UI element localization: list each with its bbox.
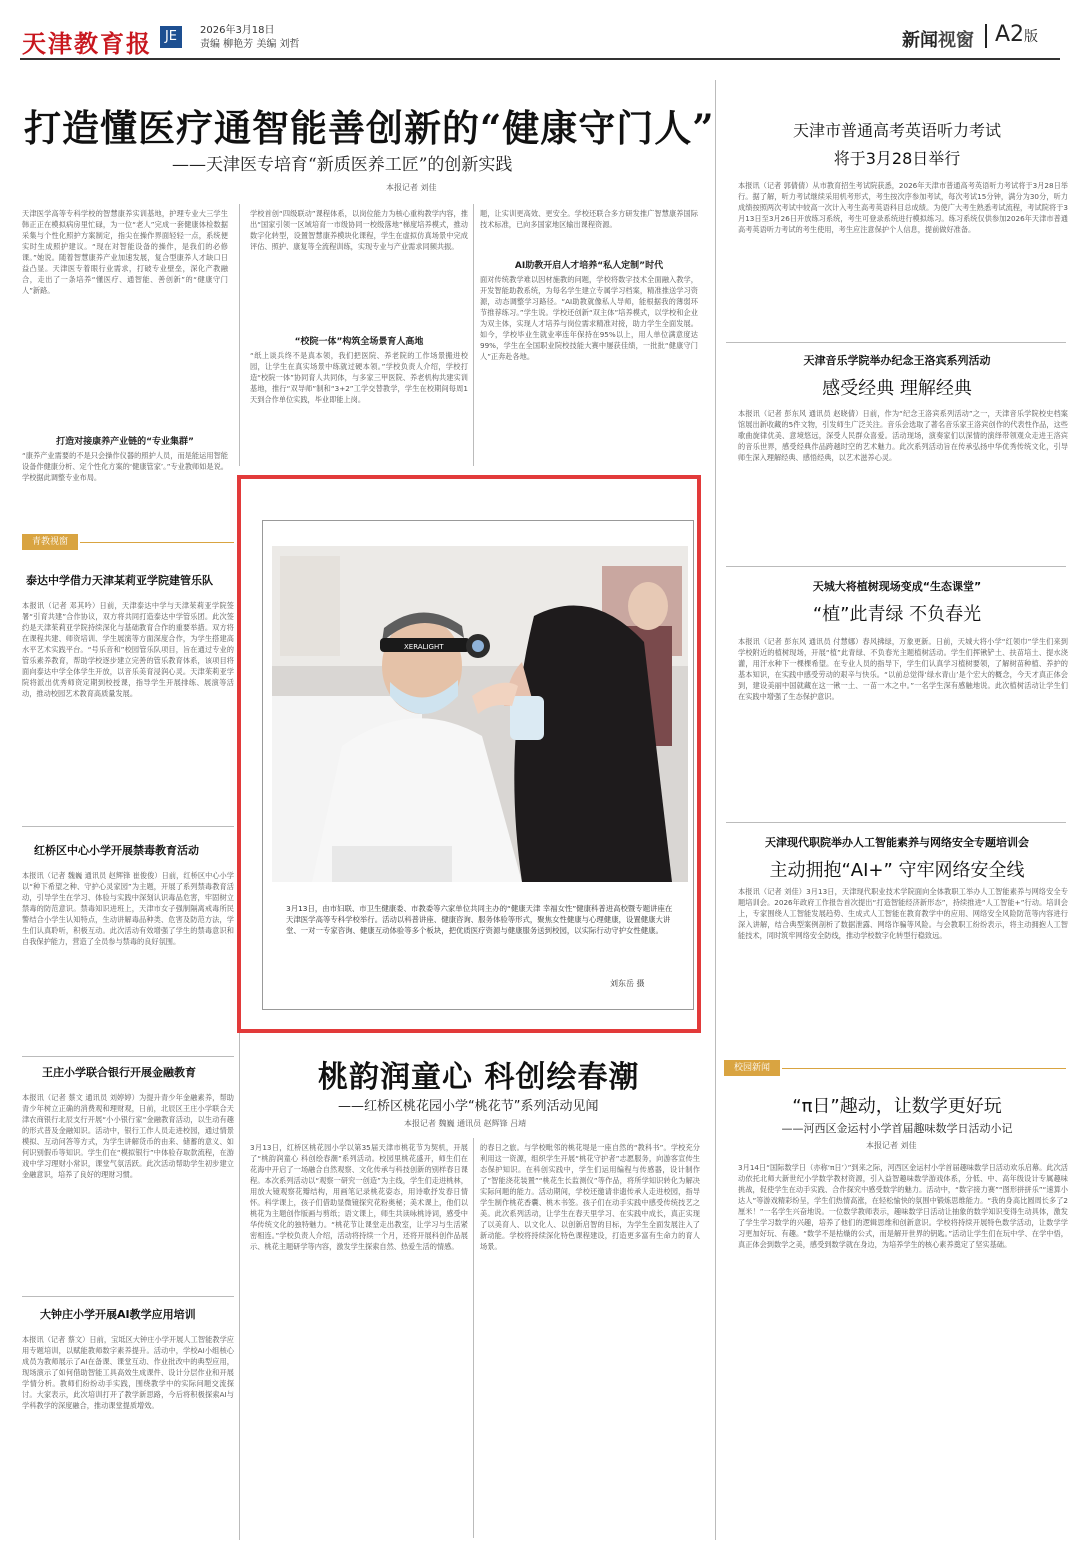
right-story-2-headline: 感受经典 理解经典 — [822, 378, 972, 399]
left-story-4-body: 本报讯（记者 蔡文）日前，宝坻区大钟庄小学开展人工智能教学应用专题培训，以赋能教师数字素养提升。活动中，学校AI小组核心成员为教师展示了AI在备课、课堂互动、作业批改中的典型应用，现场演示了如何借助智能工具高效生成课件、设计分层作业和开展学情分析。教师们纷纷动手实践，围绕教学中的实际问题交流探讨。大家表示，此次培训打开了教学新思路，今后将积极探索AI与学科教学的深度融合，推动课堂提质增效。 — [22, 1335, 234, 1410]
right-story-3-kicker: 天城大将植树现场变成“生态课堂” — [812, 580, 982, 593]
issue-date: 2026年3月18日 — [200, 25, 275, 36]
second-body-col-2: 的春日之旅。与学校毗邻的桃花堤是一座自然的“教科书”。学校充分利用这一资源，组织学生开展“桃花守护者”志愿服务，向游客宣传生态保护知识。在科创实践中，学生们运用编程与传感器，设计制作了“智能浇花装置”“桃花生长监测仪”等作品，将所学知识转化为解决实际问题的能力。活动期间，学校还邀请非遗传承人走进校园，指导学生制作桃花香囊、桃木书签。孩子们在动手实践中感受传统技艺之美。此次系列活动，让学生在春天里学习、在实践中成长，真正实现了以美育人、以文化人、以创新启智的目标，为学生全面发展注入了新动能。学校将持续深化特色课程建设，打造更多富有生命力的育人场景。 — [480, 1143, 700, 1251]
edition-number — [995, 22, 1038, 47]
section-name-text: 新闻 — [902, 30, 938, 51]
issue-editors: 责编 柳艳芳 美编 刘哲 — [200, 39, 300, 50]
right-story-2-kicker: 天津音乐学院举办纪念王洛宾系列活动 — [803, 354, 991, 367]
left-story-2-body: 本报讯（记者 魏巍 通讯员 赵辉锋 崔俊俊）日前，红桥区中心小学以“种下希望之种、守护心灵家园”为主题，开展了系列禁毒教育活动，引导学生在学习、体验与实践中深刻认识毒品危害，牢固树立禁毒的防范意识。禁毒知识进班上，天津市女子强制隔离戒毒所民警结合小学生认知特点，生动讲解毒品种类、危害及防范方法，学生们认真聆听，积极互动。此次活动有效增强了学生的禁毒意识和自我保护能力，营造了全员参与禁毒的良好氛围。 — [22, 871, 234, 946]
left-story-4-title: 大钟庄小学开展AI教学应用培训 — [40, 1308, 196, 1321]
feature-photo — [272, 546, 688, 882]
lead-subhead-3: AI助教开启人才培养“私人定制”时代 — [514, 261, 664, 271]
story-divider — [726, 566, 1066, 567]
right-column-label: 校园新闻 — [724, 1060, 780, 1076]
photo-caption: 3月13日，由市妇联、市卫生健康委、市教委等六家单位共同主办的“健康天津 幸福女性”健康科普进高校暨专题讲座在天津医学高等专科学校举行。活动以科普讲座、健康咨询、服务体验等形式，聚焦女性健康与心理健康，设置健康大讲堂、一对一专家咨询、健康互动体验等多个板块，把优质医疗资源与健康服务送到校园，以实际行动守护女性健康。 — [286, 904, 673, 935]
story-divider — [22, 1056, 234, 1057]
right-story-1-headline: 将于3月28日举行 — [833, 149, 961, 168]
lead-body-col-2: 学校首创“四级联动”课程体系，以岗位能力为核心重构教学内容，推出“国家引领一区域培育一市级协同一校级落地”梯度培养模式，推动数字化转型，设置智慧康养模块化课程，学生在虚拟仿真场景中完成评估、照护、康复等全流程训练，实现专业与产业需求同频共振。 — [250, 209, 468, 251]
right-story-1-body: 本报讯（记者 郭倩倩）从市教育招生考试院获悉，2026年天津市普通高考英语听力考试将于3月28日举行。据了解，听力考试继续采用机考形式，考生按次序参加考试，每次考试15分钟，满分为30分，听力成绩按照两次考试中较高一次计入考生高考英语科目总成绩。为使广大考生熟悉考试流程，考试院将于3月13日至3月26日开放练习系统，考生可登录系统进行模拟练习。练习系统仅供参加2026年天津市普通高考英语听力考试的考生使用，考生应注意保护个人信息，提前做好准备。 — [738, 181, 1068, 234]
right-story-5-byline: 本报记者 刘佳 — [866, 1141, 917, 1150]
story-divider — [22, 826, 234, 827]
lead-body-col-3: 题，让实训更高效、更安全。学校还联合多方研发推广智慧康养国际技术标准，已向多国家地区输出课程资源。 — [480, 209, 698, 229]
right-story-5-sub: ——河西区金运村小学首届趣味数学日活动小记 — [781, 1122, 1013, 1135]
edition-suffix: 版 — [1024, 29, 1039, 45]
second-body-col-1: 3月13日，红桥区桃花园小学以第35届天津市桃花节为契机，开展了“桃韵润童心 科创绘春潮”系列活动。校园里桃花盛开，师生们在花海中开启了一场融合自然观察、文化传承与科技创新的别样春日课程。本次系列活动以“观察一研究一创造”为主线，学生们走进桃林，用放大镜观察花瓣结构，用画笔记录桃花姿态，用诗歌抒发春日情怀。科学课上，孩子们借助显微镜探究花粉奥秘；美术课上，他们以桃花为主题创作版画与剪纸；语文课上，师生共读咏桃诗词，感受中华传统文化的独特魅力。“桃花节让课堂走出教室，让学习与生活紧密相连。”学校负责人介绍，活动将持续一个月，还将开展科创作品展示、桃花主题研学等内容，激发学生探索自然、热爱生活的情感。 — [250, 1143, 468, 1251]
story-divider — [22, 1296, 234, 1297]
issue-info — [200, 24, 300, 52]
left-column-label-rule — [80, 542, 234, 543]
logo-mark-icon: JE — [160, 26, 182, 48]
right-story-3-headline: “植”此青绿 不负春光 — [812, 604, 982, 625]
story-divider — [726, 342, 1066, 343]
column-divider — [473, 1138, 474, 1538]
story-divider — [726, 822, 1066, 823]
feature-photo-svg — [272, 546, 688, 882]
right-story-3-body: 本报讯（记者 彭东风 通讯员 付慧娜）春风拂绿，万象更新。日前，天城大将小学“红领巾”学生们来到学校附近的植树现场，开展“植”此青绿、不负春光主题植树活动。学生们挥锹铲土、扶苗培土、提水浇灌，用汗水种下一棵棵希望。在专业人员的指导下，学生们认真学习植树要领，了解树苗种植、养护的基本知识，在实践中感受劳动的艰辛与快乐。“以前总觉得‘绿水青山’是个宏大的概念，今天才真正体会到，建设美丽中国就藏在这一锹一土、一苗一木之中。”一名学生深有感触地说。此次植树活动让学生们在实践中增强了生态保护意识。 — [738, 637, 1068, 701]
newspaper-logo: 天津教育报 — [22, 29, 152, 58]
section-name — [902, 26, 974, 52]
lead-body-col-1: 天津医学高等专科学校的智慧康养实训基地，护理专业大三学生韩正正在模拟病房里忙碌，为一位“老人”完成一套健康体检数据采集与个性化照护方案制定，指尖在操作界面轻轻一点，系统便实时生成照护建议。“现在对智能设备的操作，是我们的必修课。”她说。随着智慧康养产业加速发展，复合型康养人才缺口日益凸显。天津医专着眼行业需求，打破专业壁垒，深化产教融合，走出了一条培养“懂医疗、通智能、善创新”的“健康守门人”新路。 — [22, 209, 228, 295]
headlamp-brand-text: XERALIGHT — [404, 643, 444, 651]
right-story-2-body: 本报讯（记者 彭东风 通讯员 赵晓倩）日前，作为“纪念王洛宾系列活动”之一，天津音乐学院校史档案馆展出新收藏的5件文物，引发师生广泛关注。音乐会选取了著名音乐家王洛宾创作的代表性作品，这些歌曲旋律优美、意境悠远，深受人民群众喜爱。活动现场，演奏家们以深情的演绎带领观众走进王洛宾的音乐世界，感受经典作品跨越时空的艺术魅力。此次系列活动旨在传承弘扬中华优秀传统文化，引导师生深入理解经典、感悟经典，以艺术滋养心灵。 — [738, 409, 1068, 462]
section-name-accent: 视窗 — [938, 30, 974, 51]
lead-subhead-1: 打造对接康养产业链的“专业集群” — [56, 437, 194, 447]
lead-body-col-2b: “纸上谈兵终不是真本领，我们把医院、养老院的工作场景搬进校园，让学生在真实场景中练就过硬本领。”学校负责人介绍，学校打造“校院一体”协同育人共同体，与多家三甲医院、养老机构共建实训基地，推行“双导师”制和“3+2”工学交替教学，学生在校期间每周1天到合作单位实践，毕业即能上岗。 — [250, 351, 468, 404]
left-story-3-body: 本报讯（记者 蔡文 通讯员 刘婷婷）为提升青少年金融素养，帮助青少年树立正确的消费观和理财观，日前，北辰区王庄小学联合天津农商银行北辰支行开展“小小银行家”金融教育活动，以生动有趣的形式普及金融知识。活动中，银行工作人员走进校园，通过情景模拟、互动问答等方式，为学生讲解货币的由来、储蓄的意义、如何识别假币等知识。学生们在“模拟银行”中体验存取款流程，在游戏中学习理财小常识，课堂气氛活跃。此次活动帮助学生初步建立金融意识，培养了良好的理财习惯。 — [22, 1093, 234, 1179]
second-headline: 桃韵润童心 科创绘春潮 — [318, 1060, 640, 1095]
right-story-5-headline: “π日”趣动，让数学更好玩 — [792, 1096, 1002, 1117]
lead-byline: 本报记者 刘佳 — [386, 183, 437, 192]
column-divider — [473, 204, 474, 466]
column-divider — [715, 80, 716, 1540]
lead-body-col-3b: 面对传统教学难以因材施教的问题，学校将数字技术全面融入教学，开发智能助教系统，为每名学生建立专属学习档案，精准推送学习资源，动态调整学习路径。“AI助教就像私人导师，能根据我的薄弱环节推荐练习。”学生说。学校还创新“双主体”培养模式，以学校和企业为双主体，实现人才培养与岗位需求精准对接，助力学生全面发展。如今，学校毕业生就业率连年保持在95%以上，用人单位满意度达99%，学生在全国职业院校技能大赛中屡获佳绩，一批批“健康守门人”正奔赴各地。 — [480, 275, 698, 361]
second-byline: 本报记者 魏巍 通讯员 赵辉锋 吕靖 — [404, 1119, 527, 1128]
right-column-label-rule — [782, 1068, 1066, 1069]
left-story-3-title: 王庄小学联合银行开展金融教育 — [42, 1066, 196, 1079]
column-divider — [239, 204, 240, 466]
left-story-2-title: 红桥区中心小学开展禁毒教育活动 — [34, 844, 199, 857]
left-column-label: 青教视窗 — [22, 534, 78, 550]
right-story-5-body: 3月14日“国际数学日（亦称‘π日’）”到来之际，河西区金运村小学首届趣味数学日活动欢乐启幕。此次活动依托北师大新世纪小学数学教材资源，引入益智趣味数学游戏体系，分低、中、高年级设计专属趣味挑战，促使学生在动手实践、合作探究中感受数学的魅力。活动中，“数字接力赛”“图形拼拼乐”“速算小达人”等游戏精彩纷呈，学生们热情高涨，在轻松愉快的氛围中锻炼思维能力。“我的身高比圆周长多了2厘米！”一名学生兴奋地说。一位数学教师表示，趣味数学日活动让抽象的数学知识变得生动具体，激发了学生学习数学的兴趣，培养了他们的逻辑思维和创新意识。学校将持续开展特色数学活动，让数学学习更加好玩、有趣。“数学不是枯燥的公式，而是解开世界的钥匙。”活动让学生们在玩中学、在学中悟，真正体会到数学之美，感受到数学就在身边，为培养学生的核心素养奠定了坚实基础。 — [738, 1163, 1068, 1249]
masthead-divider — [985, 24, 987, 48]
right-story-4-kicker: 天津现代职院举办人工智能素养与网络安全专题培训会 — [765, 836, 1029, 849]
right-story-1-kicker: 天津市普通高考英语听力考试 — [792, 121, 1001, 140]
left-story-1-title: 泰达中学借力天津某莉亚学院建管乐队 — [26, 574, 213, 587]
masthead-rule — [20, 58, 1060, 60]
lead-subhead-2: “校院一体”构筑全场景育人高地 — [294, 337, 424, 347]
lead-subheadline: ——天津医专培育“新质医养工匠”的创新实践 — [172, 155, 513, 175]
left-story-1-body: 本报讯（记者 邓其吟）日前，天津泰达中学与天津茱莉亚学院签署“引育共建”合作协议，双方将共同打造泰达中学管乐团。此次签约是天津茱莉亚学院持续深化与基础教育合作的重要举措。双方将在课程共建、师资培训、学生展演等方面深度合作，为学生搭建高水平艺术实践平台。“号乐音和”校园管乐队项目，旨在通过专业的管乐素养教育，帮助学校逐步建立完善的管乐教育体系，该项目将面向泰达中学全体学生开放，以音乐美育浸润心灵。天津茱莉亚学院将派出优秀师资定期到校授课，指导学生开展排练、展演等活动，推动校园艺术教育高质量发展。 — [22, 601, 234, 698]
photo-credit: 刘东岳 摄 — [610, 979, 645, 988]
right-story-4-body: 本报讯（记者 刘佳）3月13日，天津现代职业技术学院面向全体教职工举办人工智能素养与网络安全专题培训会。2026年政府工作报告首次提出“打造智能经济新形态”，持续推进“人工智能+”行动。培训会上，专家围绕人工智能发展趋势、生成式人工智能在教育教学中的应用、网络安全风险防范等内容进行深入讲解，结合典型案例剖析了数据泄露、网络诈骗等风险。与会教职工纷纷表示，将主动拥抱人工智能技术，同时筑牢网络安全防线，推动学校数字化转型行稳致远。 — [738, 887, 1068, 940]
lead-headline: 打造懂医疗通智能善创新的“健康守门人” — [24, 106, 715, 150]
edition-number-text: A2 — [995, 22, 1025, 47]
lead-body-col-1b: “康养产业需要的不是只会操作仪器的照护人员，而是能运用智能设备作健康分析、定个性化方案的‘健康管家’。”专业教师如是说。学校据此调整专业布局。 — [22, 451, 228, 482]
second-subheadline: ——红桥区桃花园小学“桃花节”系列活动见闻 — [338, 1099, 599, 1114]
right-story-4-headline: 主动拥抱“AI+” 守牢网络安全线 — [769, 860, 1025, 881]
